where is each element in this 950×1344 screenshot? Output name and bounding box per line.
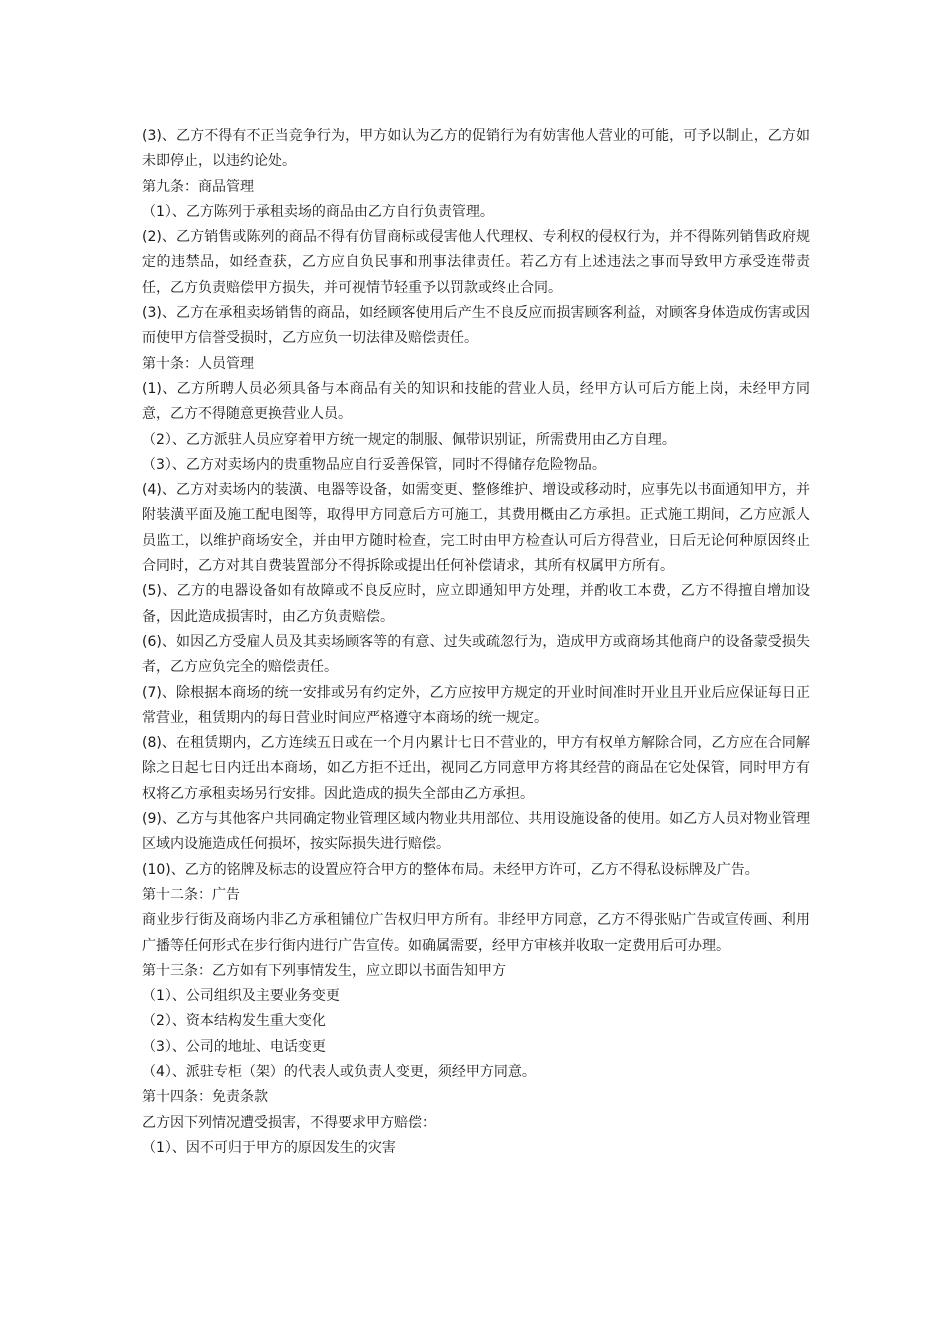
- clause-paragraph: 商业步行街及商场内非乙方承租铺位广告权归甲方所有。非经甲方同意，乙方不得张贴广告或宣传画、利用广播等任何形式在步行街内进行广告宣传。如确属需要，经甲方审核并收取一定费用后可办理。: [142, 912, 810, 954]
- clause-paragraph: (5)、乙方的电器设备如有故障或不良反应时，应立即通知甲方处理，并酌收工本费，乙方不得擅自增加设备，因此造成损害时，由乙方负责赔偿。: [142, 583, 810, 625]
- clause-paragraph: (9)、乙方与其他客户共同确定物业管理区域内物业共用部位、共用设施设备的使用。如乙方人员对物业管理区域内设施造成任何损坏，按实际损失进行赔偿。: [142, 811, 810, 853]
- clause-paragraph: （1）、因不可归于甲方的原因发生的灾害: [142, 1139, 396, 1156]
- clause-paragraph: （3）、公司的地址、电话变更: [142, 1038, 326, 1055]
- clause-paragraph: （2）、乙方派驻人员应穿着甲方统一规定的制服、佩带识别证，所需费用由乙方自理。: [142, 431, 676, 448]
- clause-paragraph: （1）、乙方陈列于承租卖场的商品由乙方自行负责管理。: [142, 203, 494, 220]
- document-page: [142, 124, 810, 1161]
- article-14-heading: 第十四条：免责条款: [142, 1089, 268, 1106]
- clause-paragraph: （3）、乙方对卖场内的贵重物品应自行妥善保管，同时不得储存危险物品。: [142, 456, 606, 473]
- clause-paragraph: 乙方因下列情况遭受损害，不得要求甲方赔偿：: [142, 1114, 436, 1131]
- article-10-heading: 第十条：人员管理: [142, 355, 254, 372]
- clause-paragraph: (2)、乙方销售或陈列的商品不得有仿冒商标或侵害他人代理权、专利权的侵权行为，并不得陈列销售政府规定的违禁品，如经查获，乙方应自负民事和刑事法律责任。若乙方有上述违法之事而导致甲方承受连带责任，乙方负责赔偿甲方损失，并可视情节轻重予以罚款或终止合同。: [142, 229, 810, 296]
- article-9-heading: 第九条：商品管理: [142, 178, 254, 195]
- clause-paragraph: (10)、乙方的铭牌及标志的设置应符合甲方的整体布局。未经甲方许可，乙方不得私设标牌及广告。: [142, 861, 759, 878]
- clause-paragraph: （4）、派驻专柜（架）的代表人或负责人变更，须经甲方同意。: [142, 1063, 536, 1080]
- article-12-heading: 第十二条：广告: [142, 886, 240, 903]
- clause-paragraph: (1)、乙方所聘人员必须具备与本商品有关的知识和技能的营业人员，经甲方认可后方能上岗，未经甲方同意，乙方不得随意更换营业人员。: [142, 380, 810, 423]
- clause-paragraph: (3)、乙方在承租卖场销售的商品，如经顾客使用后产生不良反应而损害顾客利益，对顾客身体造成伤害或因而使甲方信誉受损时，乙方应负一切法律及赔偿责任。: [142, 305, 810, 347]
- clause-paragraph: (4)、乙方对卖场内的装潢、电器等设备，如需变更、整修维护、增设或移动时，应事先以书面通知甲方，并附装潢平面及施工配电图等，取得甲方同意后方可施工，其费用概由乙方承担。正式施工期间，乙方应派人员监工，以维护商场安全，并由甲方随时检查，完工时由甲方检查认可后方得营业，日后无论何种原因终止合同时，乙方对其自费装置部分不得拆除或提出任何补偿请求，其所有权属甲方所有。: [142, 482, 810, 575]
- clause-paragraph: (6)、如因乙方受雇人员及其卖场顾客等的有意、过失或疏忽行为，造成甲方或商场其他商户的设备蒙受损失者，乙方应负完全的赔偿责任。: [142, 633, 810, 676]
- clause-paragraph: (7)、除根据本商场的统一安排或另有约定外，乙方应按甲方规定的开业时间准时开业且开业后应保证每日正常营业，租赁期内的每日营业时间应严格遵守本商场的统一规定。: [142, 684, 810, 726]
- clause-paragraph: （1）、公司组织及主要业务变更: [142, 988, 340, 1005]
- clause-paragraph: （2）、资本结构发生重大变化: [142, 1013, 326, 1030]
- clause-paragraph: (3)、乙方不得有不正当竞争行为，甲方如认为乙方的促销行为有妨害他人营业的可能，可予以制止，乙方如未即停止，以违约论处。: [142, 128, 810, 170]
- clause-paragraph: (8)、在租赁期内，乙方连续五日或在一个月内累计七日不营业的，甲方有权单方解除合同，乙方应在合同解除之日起七日内迁出本商场，如乙方拒不迁出，视同乙方同意甲方将其经营的商品在它处保管，同时甲方有权将乙方承租卖场另行安排。因此造成的损失全部由乙方承担。: [142, 735, 810, 802]
- article-13-heading: 第十三条：乙方如有下列事情发生，应立即以书面告知甲方: [142, 962, 506, 979]
